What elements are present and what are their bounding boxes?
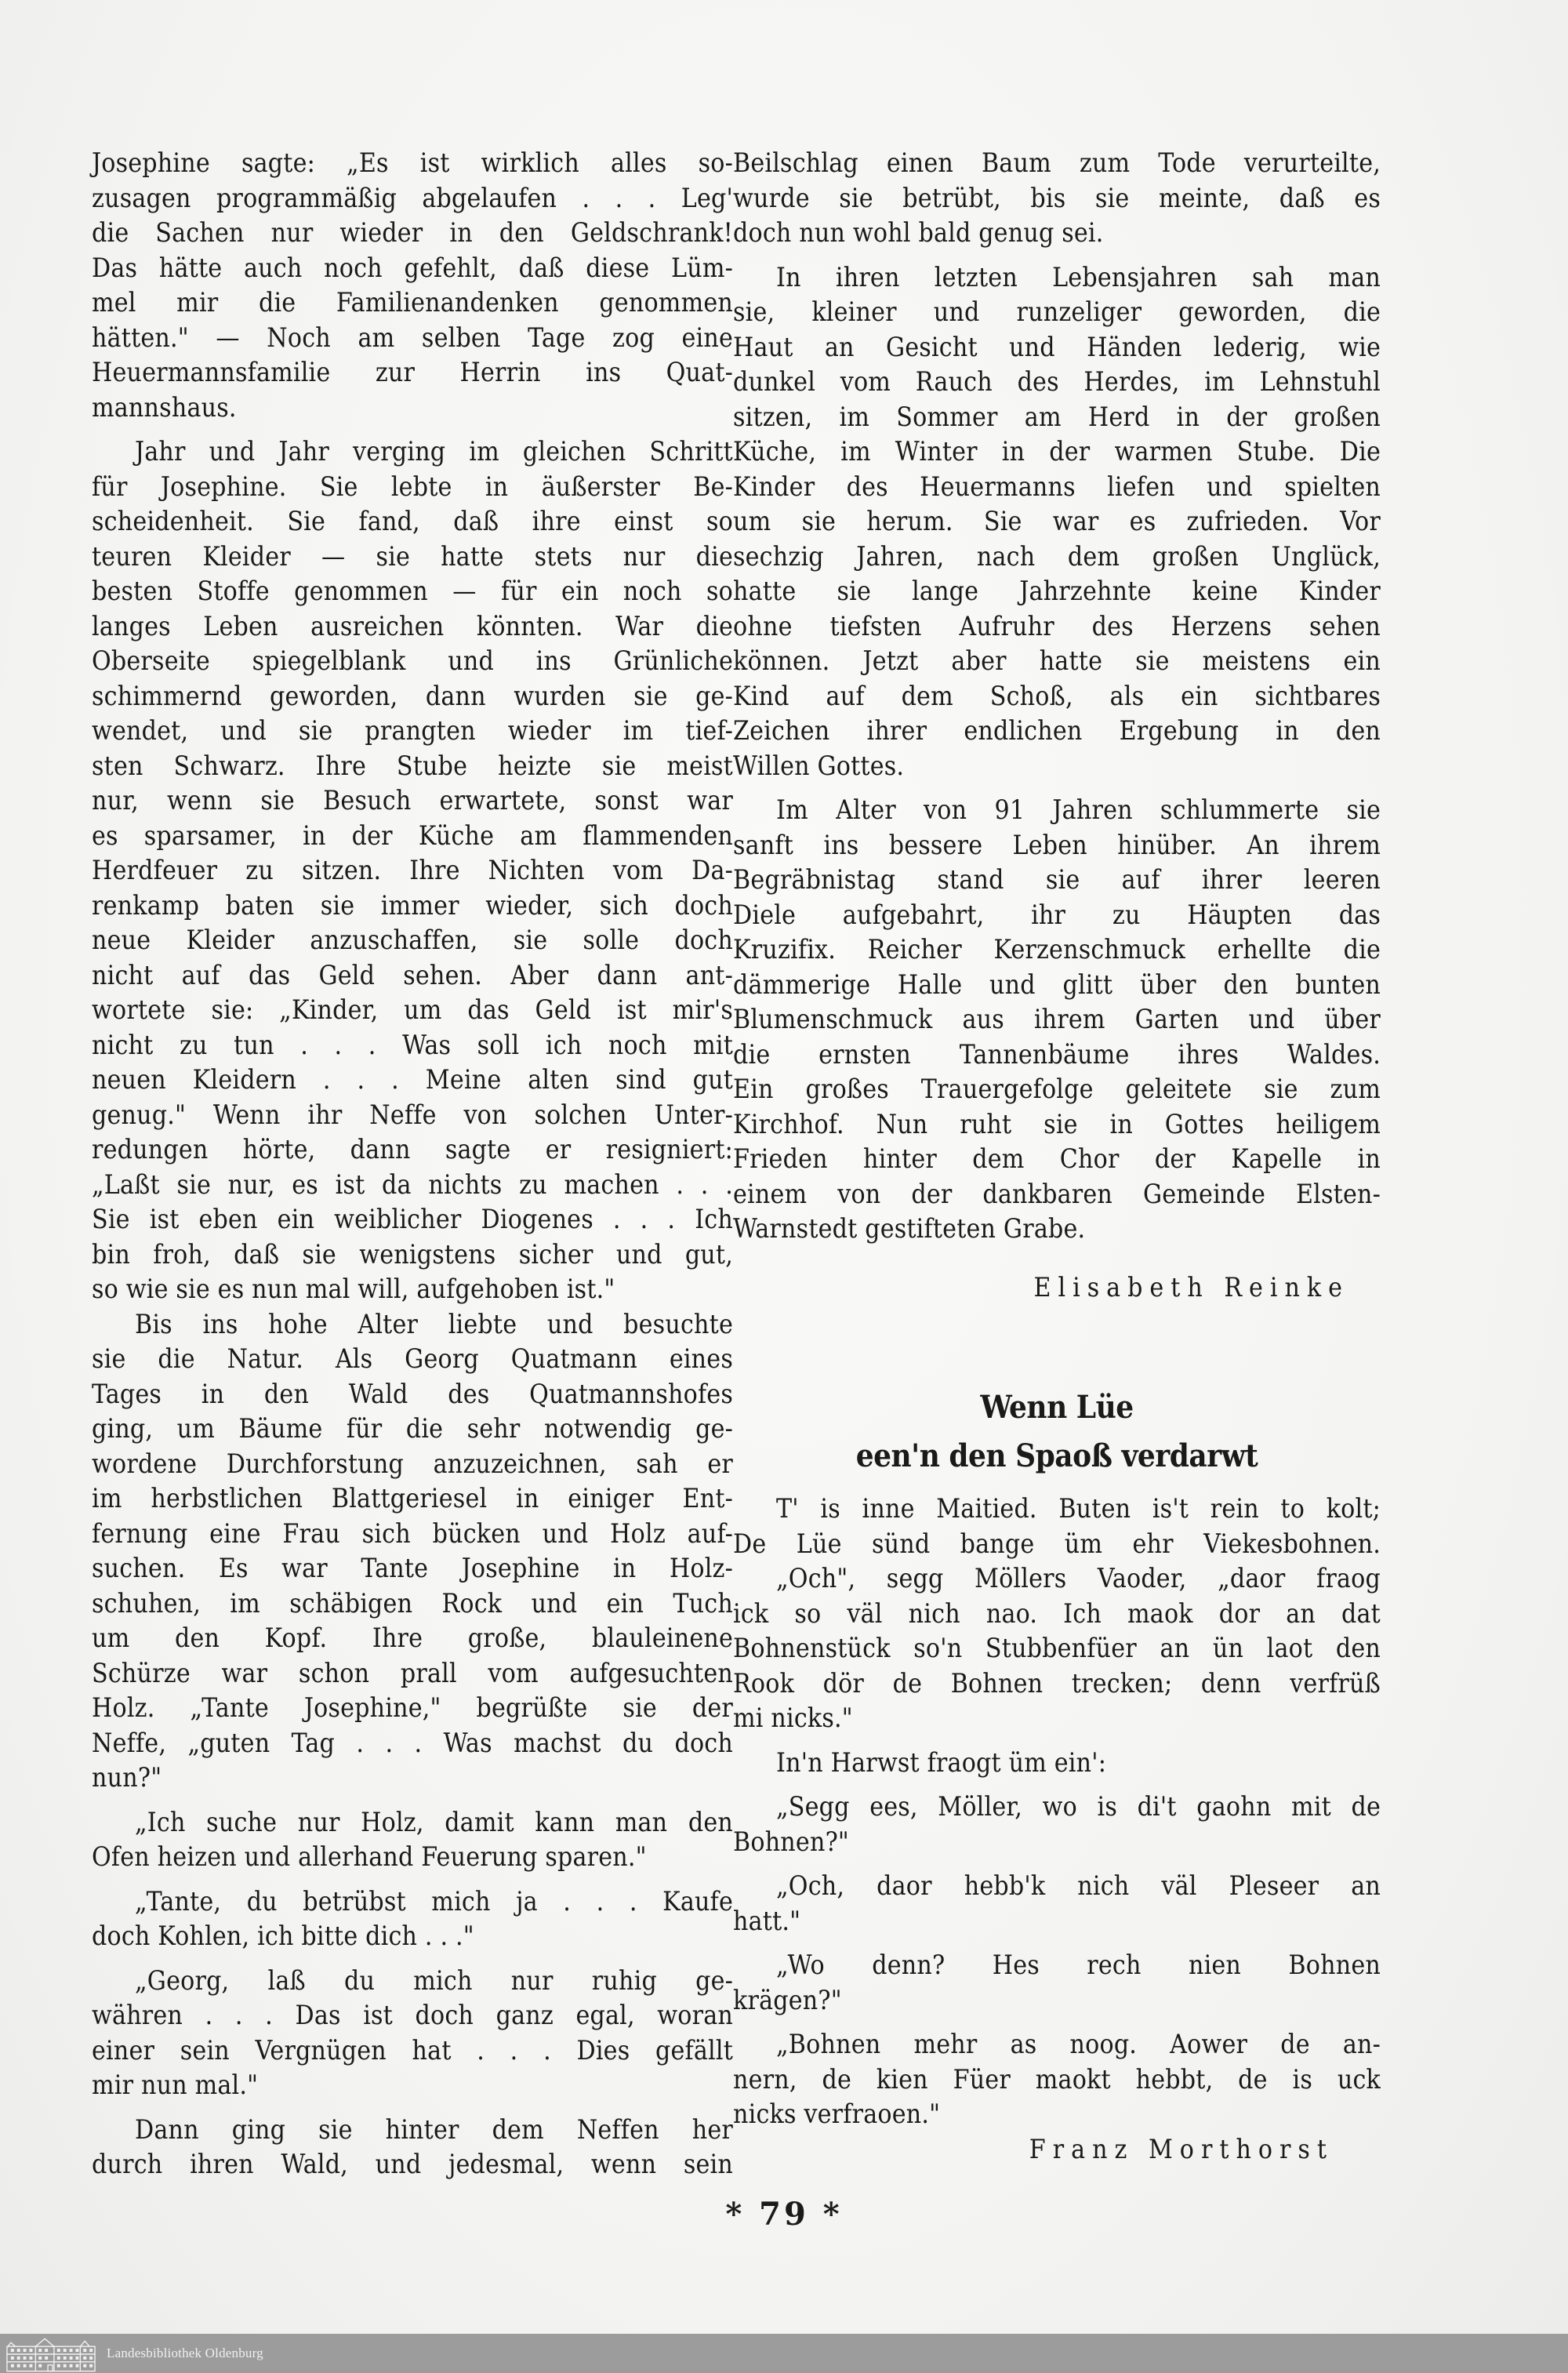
- paragraph: [92, 146, 733, 425]
- paragraph-gap: [733, 1859, 1381, 1869]
- text-line: Tages in den Wald des Quatmannshofes: [92, 1378, 733, 1409]
- text-line: Josephine sagte: „Es ist wirklich alles so-: [92, 147, 733, 178]
- text-line: „Och", segg Möllers Vaoder, „daor fraog: [776, 1563, 1381, 1594]
- text-line: besten Stoffe genommen — für ein noch so: [92, 576, 733, 606]
- text-line: sten Schwarz. Ihre Stube heizte sie meist: [92, 750, 733, 781]
- library-footer-bar: [0, 2334, 1568, 2373]
- text-line: Oberseite spiegelblank und ins Grünliche: [92, 645, 733, 676]
- paragraph-gap: [733, 783, 1381, 793]
- paragraph: [733, 1561, 1381, 1736]
- text-line: sie, kleiner und runzeliger geworden, die: [733, 296, 1381, 327]
- text-line: Sie ist eben ein weiblicher Diogenes . . . Ich: [92, 1204, 733, 1234]
- right-column: [733, 146, 1381, 2167]
- paragraph: [92, 434, 733, 1307]
- text-line: Schürze war schon prall vom aufgesuchten: [92, 1657, 733, 1688]
- paragraph: [733, 2027, 1381, 2132]
- text-line: mel mir die Familienandenken genommen: [92, 287, 733, 318]
- text-line: In ihren letzten Lebensjahren sah man: [776, 261, 1381, 293]
- text-line: hätten." — Noch am selben Tage zog eine: [92, 322, 733, 353]
- text-line: einer sein Vergnügen hat . . . Dies gefällt: [92, 2034, 733, 2066]
- paragraph-gap: [733, 1939, 1381, 1948]
- paragraph-gap: [733, 1736, 1381, 1746]
- text-line: De Lüe sünd bange üm ehr Viekesbohnen.: [733, 1528, 1381, 1559]
- dialect-story: [733, 1492, 1381, 2132]
- text-line: schimmernd geworden, dann wurden sie ge-: [92, 680, 733, 711]
- text-line: können. Jetzt aber hatte sie meistens ein: [733, 645, 1381, 676]
- story-author-signature: Elisabeth Reinke: [1033, 1271, 1349, 1303]
- paragraph: [733, 1790, 1381, 1859]
- paragraph: [733, 1869, 1381, 1939]
- text-line: dämmerige Halle und glitt über den bunten: [733, 968, 1381, 1000]
- paragraph: [733, 146, 1381, 251]
- text-line: Ein großes Trauergefolge geleitete sie zum: [733, 1074, 1381, 1104]
- text-line: Diele aufgebahrt, ihr zu Häupten das: [733, 899, 1381, 930]
- text-line: Begräbnistag stand sie auf ihrer leeren: [733, 864, 1381, 895]
- text-line: hatte sie lange Jahrzehnte keine Kinder: [733, 576, 1381, 606]
- text-line: „Laßt sie nur, es ist da nichts zu machen . . .: [92, 1168, 733, 1200]
- paragraph-gap: [92, 1954, 733, 1964]
- text-line: Herdfeuer zu sitzen. Ihre Nichten vom Da-: [92, 855, 733, 885]
- text-line: In'n Harwst fraogt üm ein':: [776, 1746, 1107, 1778]
- paragraph: [733, 1492, 1381, 1561]
- text-line: „Segg ees, Möller, wo is di't gaohn mit de: [776, 1791, 1381, 1822]
- paragraph: [92, 1805, 733, 1875]
- text-line: Heuermannsfamilie zur Herrin ins Quat-: [92, 357, 733, 387]
- paragraph: [733, 793, 1381, 1247]
- text-line: nern, de kien Füer maokt hebbt, de is uck: [733, 2063, 1381, 2095]
- text-line: so wie sie es nun mal will, aufgehoben ist.": [92, 1274, 615, 1304]
- text-line: „Tante, du betrübst mich ja . . . Kaufe: [135, 1885, 733, 1917]
- text-line: Blumenschmuck aus ihrem Garten und über: [733, 1004, 1381, 1034]
- text-line: mi nicks.": [733, 1703, 853, 1733]
- text-line: wendet, und sie prangten wieder im tief-: [92, 715, 733, 746]
- text-line: Kinder des Heuermanns liefen und spielten: [733, 471, 1381, 502]
- text-line: ging, um Bäume für die sehr notwendig ge-: [92, 1413, 733, 1444]
- text-line: Bohnenstück so'n Stubbenfüer an ün laot den: [733, 1633, 1381, 1663]
- text-line: T' is inne Maitied. Buten is't rein to kolt;: [776, 1493, 1381, 1524]
- text-line: „Ich suche nur Holz, damit kann man den: [135, 1806, 733, 1837]
- text-line: langes Leben ausreichen könnten. War die: [92, 610, 733, 641]
- text-line: nicht zu tun . . . Was soll ich noch mit: [92, 1029, 733, 1060]
- text-line: fernung eine Frau sich bücken und Holz auf-: [92, 1517, 733, 1549]
- library-building-icon: [5, 2335, 97, 2373]
- text-line: Beilschlag einen Baum zum Tode verurteilte,: [733, 147, 1381, 178]
- paragraph-gap: [733, 251, 1381, 260]
- paragraph-gap: [92, 1875, 733, 1884]
- paragraph-gap: [92, 1796, 733, 1805]
- text-line: Zeichen ihrer endlichen Ergebung in den: [733, 715, 1381, 746]
- text-line: Kruzifix. Reicher Kerzenschmuck erhellte die: [733, 934, 1381, 965]
- text-line: dunkel vom Rauch des Herdes, im Lehnstuhl: [733, 366, 1381, 397]
- text-line: sitzen, im Sommer am Herd in der großen: [733, 401, 1381, 432]
- text-line: für Josephine. Sie lebte in äußerster Be-: [92, 471, 733, 502]
- text-line: Holz. „Tante Josephine," begrüßte sie der: [92, 1692, 733, 1723]
- text-line: sanft ins bessere Leben hinüber. An ihrem: [733, 829, 1381, 860]
- text-line: Im Alter von 91 Jahren schlummerte sie: [776, 794, 1381, 825]
- text-line: nur, wenn sie Besuch erwartete, sonst war: [92, 785, 733, 816]
- story-ending: [733, 146, 1381, 1247]
- text-line: Willen Gottes.: [733, 750, 905, 781]
- poem-title-block: [733, 1383, 1381, 1481]
- text-line: um sie herum. Sie war es zufrieden. Vor: [733, 506, 1381, 536]
- text-line: die Sachen nur wieder in den Geldschrank!: [92, 217, 733, 248]
- paragraph-gap: [92, 425, 733, 434]
- text-line: scheidenheit. Sie fand, daß ihre einst so: [92, 506, 733, 536]
- text-line: neue Kleider anzuschaffen, sie solle doch: [92, 925, 733, 955]
- text-line: mir nun mal.": [92, 2070, 259, 2100]
- text-line: Ofen heizen und allerhand Feuerung sparen.": [92, 1841, 647, 1872]
- text-line: krägen?": [733, 1984, 842, 2015]
- text-line: teuren Kleider — sie hatte stets nur die: [92, 540, 733, 572]
- text-line: Kind auf dem Schoß, als ein sichtbares: [733, 680, 1381, 711]
- text-line: mannshaus.: [92, 391, 237, 423]
- text-line: suchen. Es war Tante Josephine in Holz-: [92, 1553, 733, 1583]
- paragraph: [92, 1964, 733, 2103]
- text-line: „Bohnen mehr as noog. Aower de an-: [776, 2029, 1381, 2059]
- text-line: ick so väl nich nao. Ich maok dor an dat: [733, 1597, 1381, 1629]
- text-line: Warnstedt gestifteten Grabe.: [733, 1213, 1086, 1244]
- poem-title-line-1: Wenn Lüe: [980, 1389, 1134, 1426]
- poem-title-line-2: een'n den Spaoß verdarwt: [855, 1437, 1258, 1474]
- text-line: genug." Wenn ihr Neffe von solchen Unter-: [92, 1099, 733, 1130]
- library-name: Landesbibliothek Oldenburg: [107, 2346, 263, 2360]
- paragraph: [733, 260, 1381, 784]
- text-line: nun?": [92, 1762, 162, 1793]
- text-line: um den Kopf. Ihre große, blauleinene: [92, 1623, 733, 1653]
- text-line: nicht auf das Geld sehen. Aber dann ant-: [92, 959, 733, 990]
- text-line: Rook dör de Bohnen trecken; denn verfrüß: [733, 1667, 1381, 1699]
- text-line: Frieden hinter dem Chor der Kapelle in: [733, 1143, 1381, 1174]
- text-line: Das hätte auch noch gefehlt, daß diese Lüm-: [92, 252, 733, 283]
- dialect-story-author-signature: Franz Morthorst: [1029, 2133, 1334, 2164]
- text-line: redungen hörte, dann sagte er resigniert:: [92, 1134, 733, 1165]
- text-line: Bis ins hohe Alter liebte und besuchte: [135, 1308, 733, 1339]
- text-line: wortete sie: „Kinder, um das Geld ist mir's: [92, 994, 733, 1025]
- text-line: doch nun wohl bald genug sei.: [733, 217, 1104, 248]
- text-line: Dann ging sie hinter dem Neffen her: [135, 2113, 733, 2145]
- text-line: zusagen programmäßig abgelaufen . . . Leg': [92, 182, 733, 213]
- text-line: wordene Durchforstung anzuzeichnen, sah er: [92, 1448, 733, 1479]
- text-line: schuhen, im schäbigen Rock und ein Tuch: [92, 1587, 733, 1619]
- text-line: renkamp baten sie immer wieder, sich doch: [92, 889, 733, 921]
- text-line: Küche, im Winter in der warmen Stube. Die: [733, 436, 1381, 467]
- text-line: Neffe, „guten Tag . . . Was machst du doch: [92, 1727, 733, 1758]
- text-line: im herbstlichen Blattgeriesel in einiger Ent-: [92, 1483, 733, 1514]
- paragraph-gap: [92, 2103, 733, 2113]
- text-line: „Wo denn? Hes rech nien Bohnen: [776, 1950, 1381, 1980]
- text-line: Bohnen?": [733, 1826, 849, 1857]
- text-line: währen . . . Das ist doch ganz egal, woran: [92, 2000, 733, 2030]
- text-line: es sparsamer, in der Küche am flammenden: [92, 819, 733, 851]
- paragraph-gap: [733, 2018, 1381, 2027]
- text-line: „Georg, laß du mich nur ruhig ge-: [135, 1964, 733, 1996]
- text-line: durch ihren Wald, und jedesmal, wenn sein: [92, 2149, 733, 2179]
- text-line: „Och, daor hebb'k nich väl Pleseer an: [776, 1870, 1381, 1901]
- text-line: doch Kohlen, ich bitte dich . . .": [92, 1921, 474, 1951]
- text-line: Haut an Gesicht und Händen lederig, wie: [733, 331, 1381, 362]
- text-line: die ernsten Tannenbäume ihres Waldes.: [733, 1038, 1381, 1070]
- text-line: wurde sie betrübt, bis sie meinte, daß es: [733, 182, 1381, 213]
- text-line: sie die Natur. Als Georg Quatmann eines: [92, 1343, 733, 1374]
- paragraph-gap: [733, 1780, 1381, 1790]
- text-line: sechzig Jahren, nach dem großen Unglück,: [733, 540, 1381, 572]
- paragraph: [733, 1948, 1381, 2018]
- paragraph: [92, 1307, 733, 1796]
- text-line: hatt.": [733, 1905, 801, 1936]
- paragraph: [733, 1746, 1381, 1781]
- text-line: bin froh, daß sie wenigstens sicher und gut,: [92, 1238, 733, 1270]
- text-line: neuen Kleidern . . . Meine alten sind gut: [92, 1064, 733, 1095]
- page-number: * 79 *: [725, 2196, 843, 2233]
- text-line: einem von der dankbaren Gemeinde Elsten-: [733, 1178, 1381, 1209]
- paragraph: [92, 1884, 733, 1954]
- text-line: ohne tiefsten Aufruhr des Herzens sehen: [733, 610, 1381, 641]
- text-line: nicks verfraoen.": [733, 2099, 941, 2129]
- text-line: Kirchhof. Nun ruht sie in Gottes heiligem: [733, 1108, 1381, 1139]
- text-line: Jahr und Jahr verging im gleichen Schritt: [135, 436, 733, 467]
- paragraph: [92, 2113, 733, 2182]
- left-column: [92, 146, 733, 2182]
